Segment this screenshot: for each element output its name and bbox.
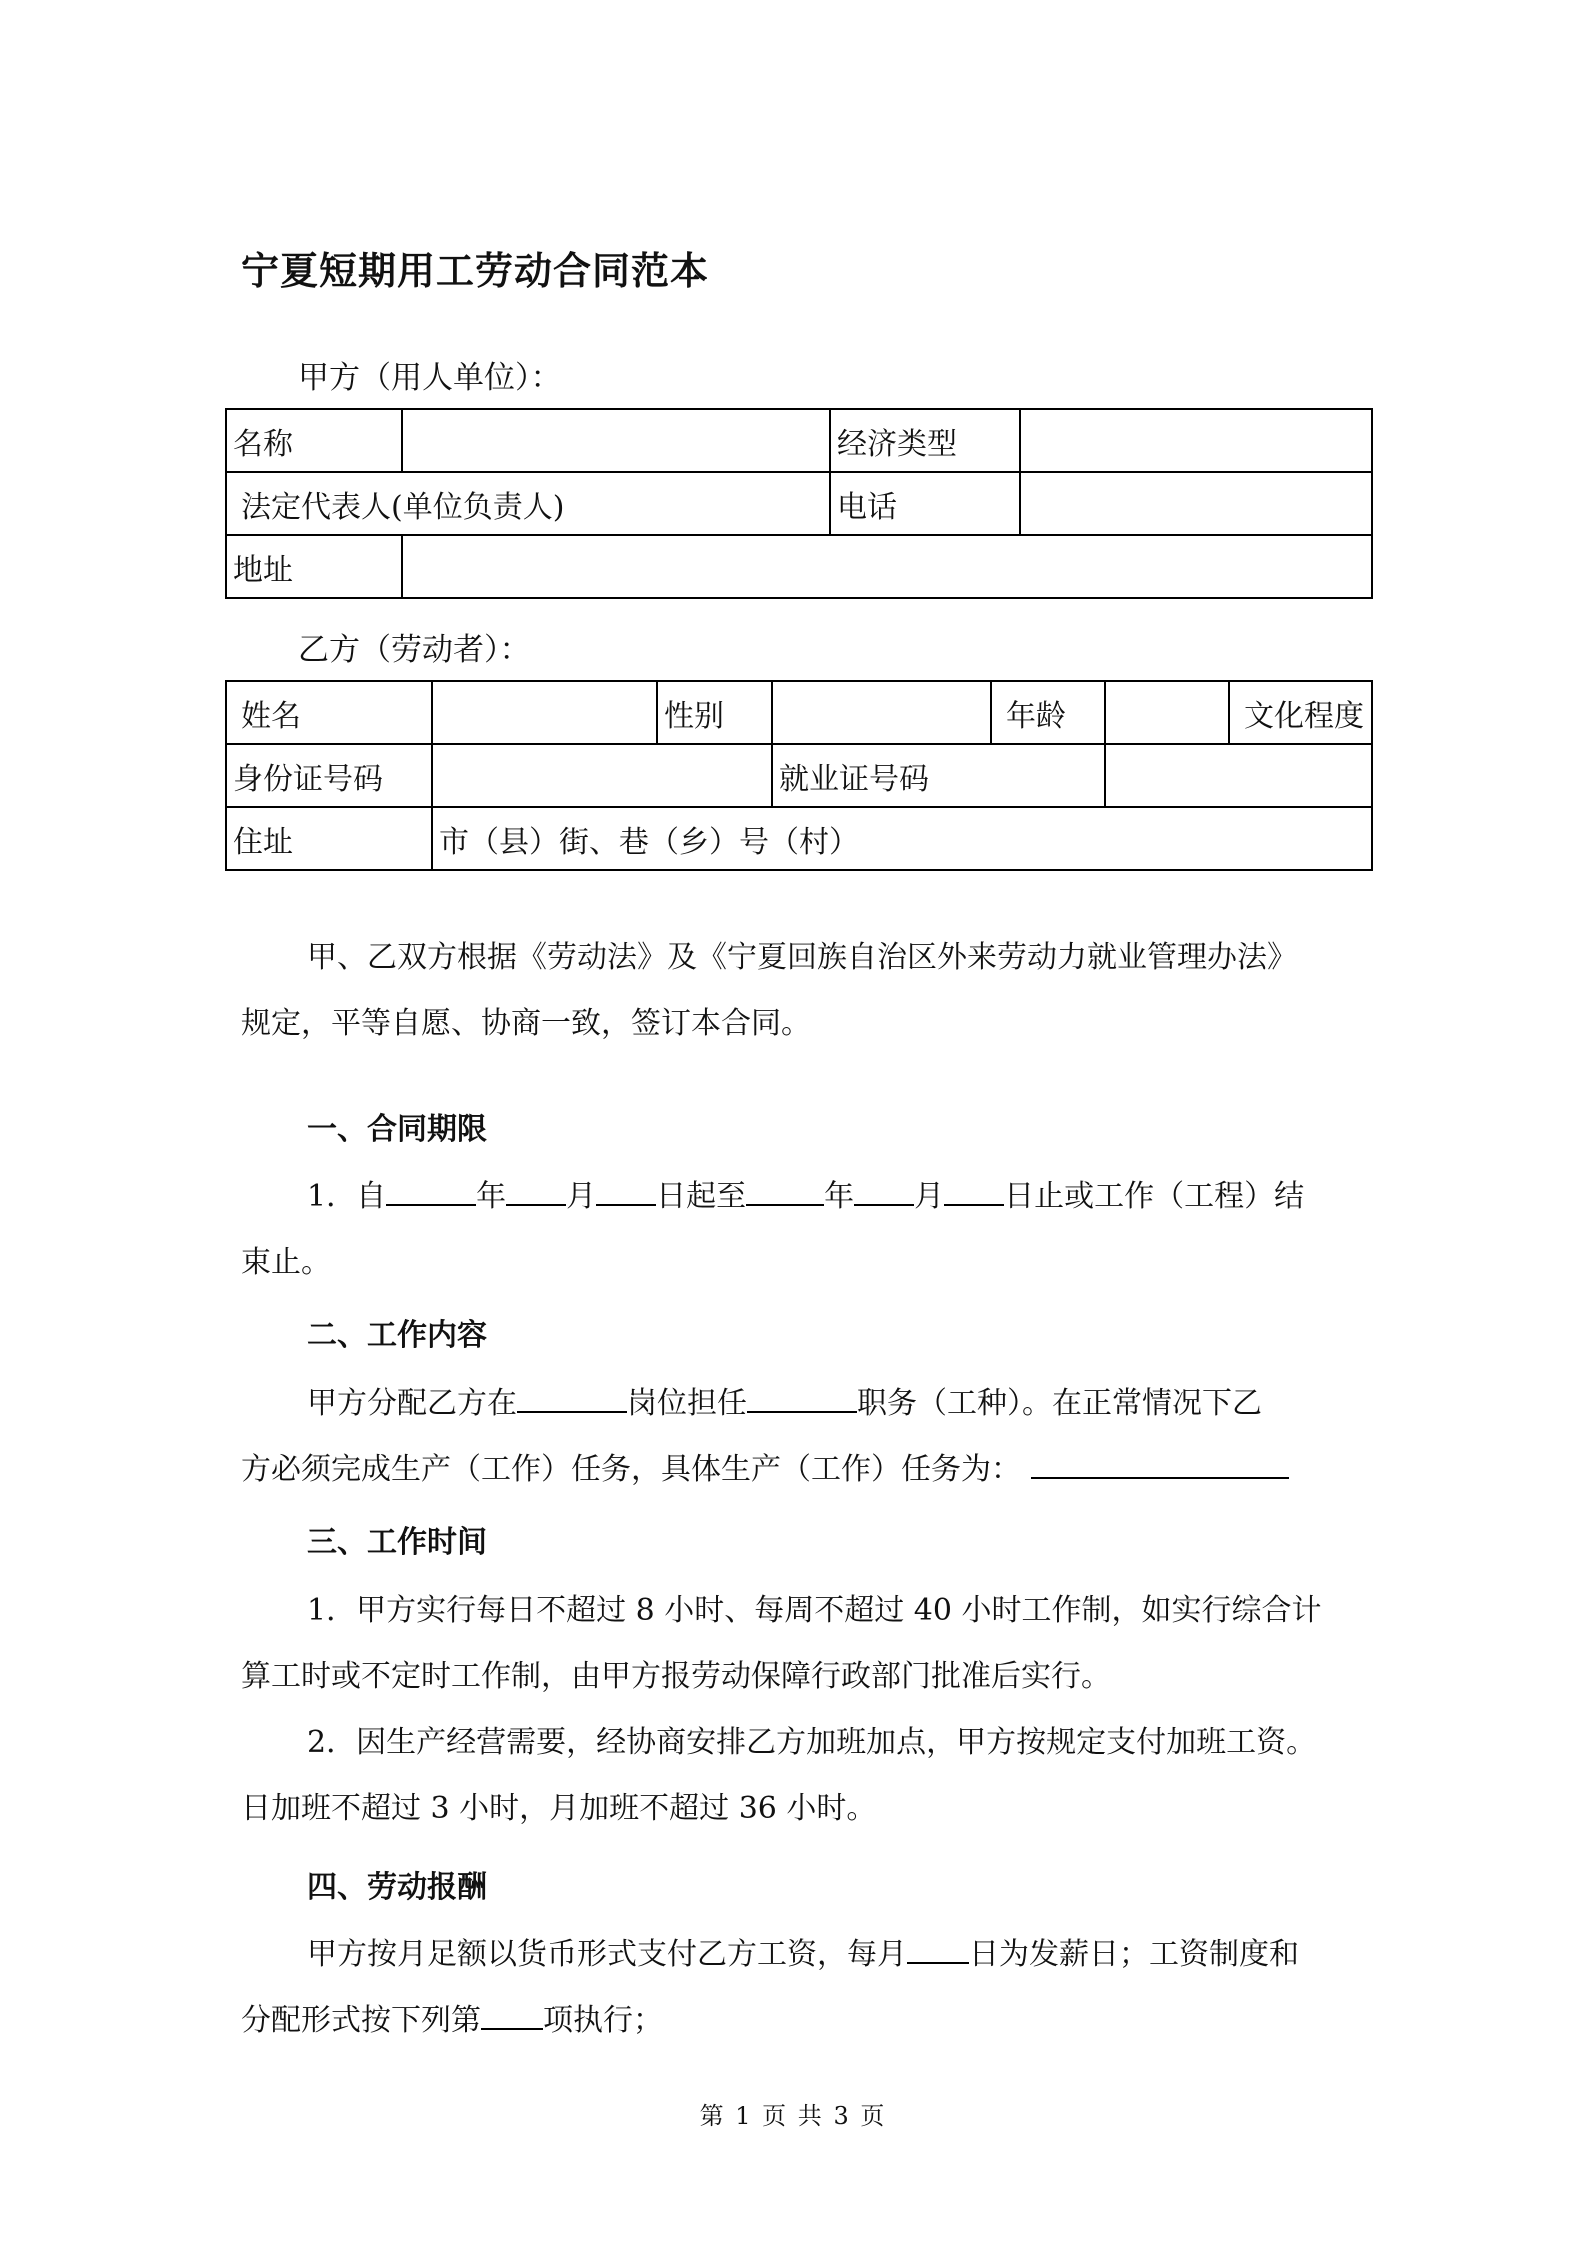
section-heading: 二、工作内容 (307, 1318, 487, 1353)
age-field[interactable] (1105, 681, 1229, 744)
text: 方必须完成生产（工作）任务，具体生产（工作）任务为： (241, 1452, 1021, 1487)
section-heading: 四、劳动报酬 (307, 1870, 487, 1905)
blank-field[interactable] (944, 1176, 1004, 1206)
text: 1．甲方实行每日不超过 8 小时、每周不超过 40 小时工作制，如实行综合计 (307, 1593, 1322, 1628)
document-title: 宁夏短期用工劳动合同范本 (241, 249, 710, 293)
party-a-label: 甲方（用人单位）： (298, 360, 562, 396)
blank-field[interactable] (506, 1176, 566, 1206)
text: 2．因生产经营需要，经协商安排乙方加班加点，甲方按规定支付加班工资。 (307, 1725, 1317, 1760)
text: 年 (476, 1179, 507, 1214)
worker-name-field[interactable] (432, 681, 657, 744)
name-field[interactable] (402, 409, 830, 472)
text: 日止或工作（工程）结 (1004, 1179, 1305, 1214)
blank-field[interactable] (854, 1176, 914, 1206)
table-cell: 就业证号码 (772, 744, 1105, 807)
table-cell: 电话 (830, 472, 1020, 535)
text: 年 (824, 1179, 855, 1214)
table-row (226, 807, 1372, 870)
text: 月 (914, 1179, 945, 1214)
blank-field[interactable] (481, 2000, 543, 2030)
text: 岗位担任 (627, 1386, 747, 1421)
text: 日加班不超过 3 小时，月加班不超过 36 小时。 (241, 1791, 877, 1826)
text: 项执行； (543, 2003, 663, 2038)
table-cell: 地址 (226, 535, 402, 598)
text: 职务（工种）。在正常情况下乙 (857, 1386, 1262, 1421)
id-number-field[interactable] (432, 744, 772, 807)
employment-cert-field[interactable] (1105, 744, 1372, 807)
residence-field[interactable]: 市（县）街、巷（乡）号（村） (432, 807, 1372, 870)
section3-paragraph (241, 1578, 1359, 1842)
section-heading: 一、合同期限 (307, 1112, 487, 1147)
table-row (226, 535, 1372, 598)
table-cell: 住址 (226, 807, 432, 870)
text: 日为发薪日；工资制度和 (969, 1937, 1299, 1972)
section4-paragraph (241, 1922, 1359, 2054)
blank-field[interactable] (1031, 1449, 1289, 1479)
text: 分配形式按下列第 (241, 2003, 481, 2038)
text: 甲方按月足额以货币形式支付乙方工资，每月 (307, 1937, 907, 1972)
intro-line: 规定，平等自愿、协商一致，签订本合同。 (241, 1006, 811, 1041)
gender-field[interactable] (772, 681, 991, 744)
blank-field[interactable] (747, 1383, 857, 1413)
party-b-label: 乙方（劳动者）： (298, 632, 531, 668)
table-cell: 文化程度 (1229, 681, 1372, 744)
table-row (226, 744, 1372, 807)
blank-field[interactable] (517, 1383, 627, 1413)
blank-field[interactable] (386, 1176, 476, 1206)
table-cell: 法定代表人(单位负责人) (226, 472, 830, 535)
table-row (226, 409, 1372, 472)
text: 甲方分配乙方在 (307, 1386, 517, 1421)
section2-paragraph (241, 1371, 1359, 1503)
table-cell: 身份证号码 (226, 744, 432, 807)
blank-field[interactable] (596, 1176, 656, 1206)
table-cell: 经济类型 (830, 409, 1020, 472)
text: 月 (566, 1179, 597, 1214)
address-field[interactable] (402, 535, 1372, 598)
table-row (226, 681, 1372, 744)
table-cell: 性别 (657, 681, 772, 744)
table-cell: 姓名 (226, 681, 432, 744)
intro-paragraph (241, 925, 1359, 1057)
blank-field[interactable] (907, 1934, 969, 1964)
page-number: 第 1 页 共 3 页 (699, 2102, 887, 2130)
section1-paragraph (241, 1164, 1359, 1296)
blank-field[interactable] (746, 1176, 824, 1206)
economic-type-field[interactable] (1020, 409, 1372, 472)
text: 日起至 (656, 1179, 747, 1214)
intro-line: 甲、乙双方根据《劳动法》及《宁夏回族自治区外来劳动力就业管理办法》 (307, 940, 1297, 975)
table-row (226, 472, 1372, 535)
text: 1．自 (307, 1179, 387, 1214)
text: 算工时或不定时工作制，由甲方报劳动保障行政部门批准后实行。 (241, 1659, 1111, 1694)
table-cell: 年龄 (991, 681, 1105, 744)
party-b-table (225, 680, 1373, 871)
table-cell: 名称 (226, 409, 402, 472)
phone-field[interactable] (1020, 472, 1372, 535)
party-a-table (225, 408, 1373, 599)
text: 束止。 (241, 1245, 331, 1280)
section-heading: 三、工作时间 (307, 1525, 487, 1560)
